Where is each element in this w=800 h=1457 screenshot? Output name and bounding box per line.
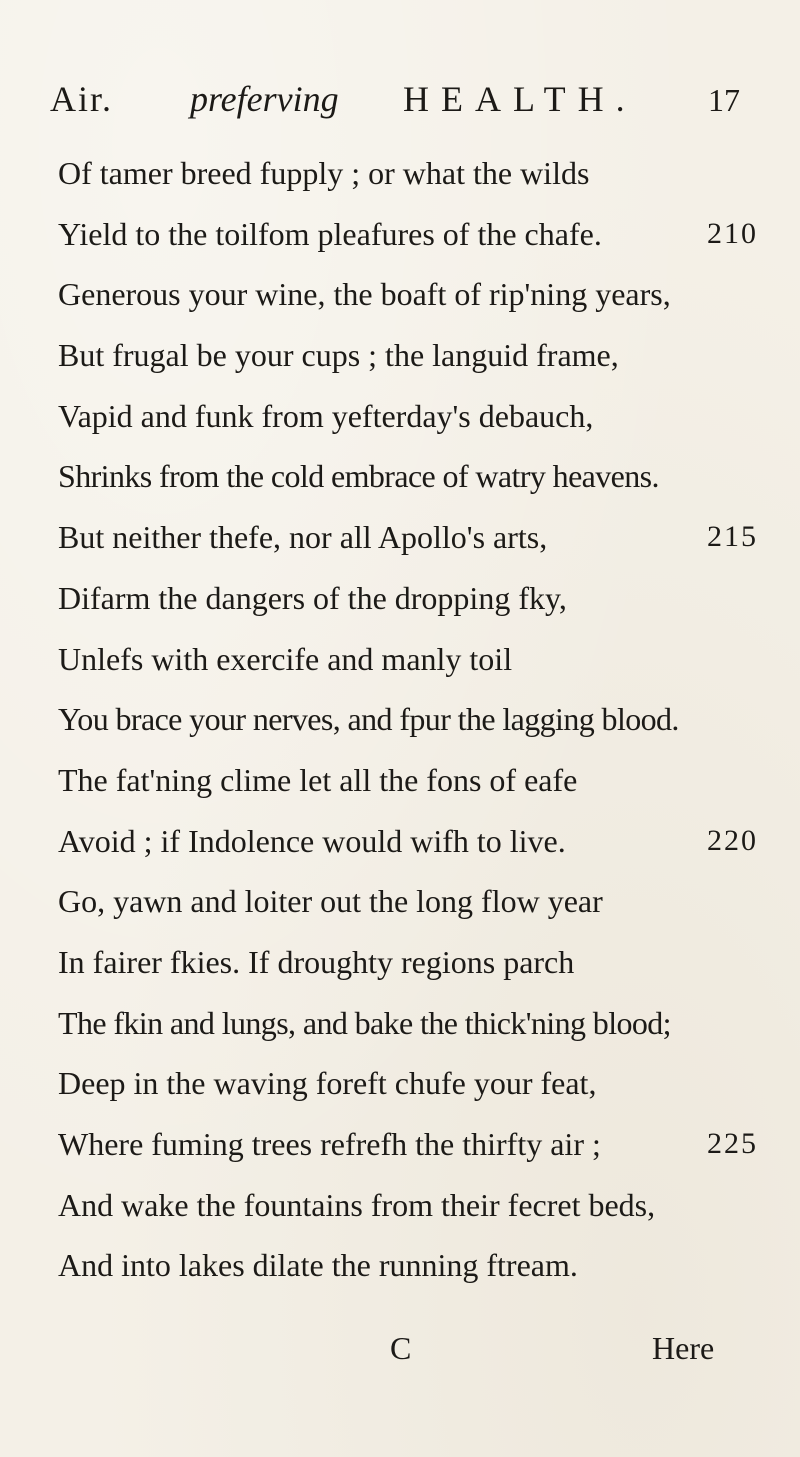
verse-text: Of tamer breed fupply ; or what the wilds	[58, 155, 590, 191]
verse-text: But frugal be your cups ; the languid frame,	[58, 337, 619, 374]
verse-text: Avoid ; if Indolence would wifh to live.	[58, 822, 566, 859]
line-number: 210	[707, 216, 758, 250]
catchword: Here	[652, 1330, 715, 1366]
verse-block	[58, 143, 758, 1296]
line-number: 215	[707, 520, 758, 554]
verse-line	[58, 689, 758, 750]
verse-text: You brace your nerves, and fpur the lagging blood.	[58, 701, 679, 738]
verse-text: Shrinks from the cold embrace of watry heavens.	[58, 458, 659, 495]
verse-line	[58, 1235, 758, 1296]
verse-line	[58, 386, 758, 447]
verse-text: And wake the fountains from their fecret beds,	[58, 1186, 656, 1223]
verse-text: Yield to the toilfom pleafures of the chafe.	[58, 215, 602, 252]
line-number: 220	[707, 823, 758, 857]
verse-line	[58, 1114, 758, 1175]
verse-line	[58, 204, 758, 265]
verse-text: Deep in the waving foreft chufe your feat,	[58, 1065, 597, 1102]
verse-line	[58, 507, 758, 568]
verse-line	[58, 993, 758, 1054]
verse-text: Unlefs with exercife and manly toil	[58, 640, 513, 677]
verse-line	[58, 1175, 758, 1236]
verse-text: But neither thefe, nor all Apollo's arts,	[58, 519, 548, 556]
verse-line	[58, 811, 758, 872]
verse-line	[58, 143, 758, 204]
verse-text: Difarm the dangers of the dropping fky,	[58, 579, 567, 616]
verse-text: The fat'ning clime let all the fons of eafe	[58, 761, 578, 798]
verse-text: Go, yawn and loiter out the long flow year	[58, 883, 603, 920]
verse-line	[58, 629, 758, 690]
verse-line	[58, 750, 758, 811]
verse-line	[58, 264, 758, 325]
verse-line	[58, 446, 758, 507]
line-number: 225	[707, 1127, 758, 1160]
running-header	[50, 78, 740, 122]
page-title: HEALTH.	[403, 79, 637, 119]
verse-text: Generous your wine, the boaft of rip'ning years,	[58, 276, 671, 313]
verse-line	[58, 1053, 758, 1114]
verse-text: The fkin and lungs, and bake the thick'ning blood;	[58, 1004, 671, 1041]
page-footer	[0, 1330, 800, 1380]
signature-mark: C	[390, 1330, 412, 1366]
verse-text: Vapid and funk from yefterday's debauch,	[58, 397, 594, 434]
verse-line	[58, 325, 758, 386]
verse-text: And into lakes dilate the running ftream.	[58, 1247, 578, 1284]
verse-line	[58, 568, 758, 629]
section-label: Air.	[50, 79, 114, 119]
verse-line	[58, 871, 758, 932]
verse-line	[58, 932, 758, 993]
verse-text: Where fuming trees refrefh the thirfty air ;	[58, 1126, 601, 1162]
running-title: preferving	[190, 79, 339, 119]
page-number: 17	[708, 82, 740, 118]
verse-text: In fairer fkies. If droughty regions parch	[58, 943, 575, 980]
